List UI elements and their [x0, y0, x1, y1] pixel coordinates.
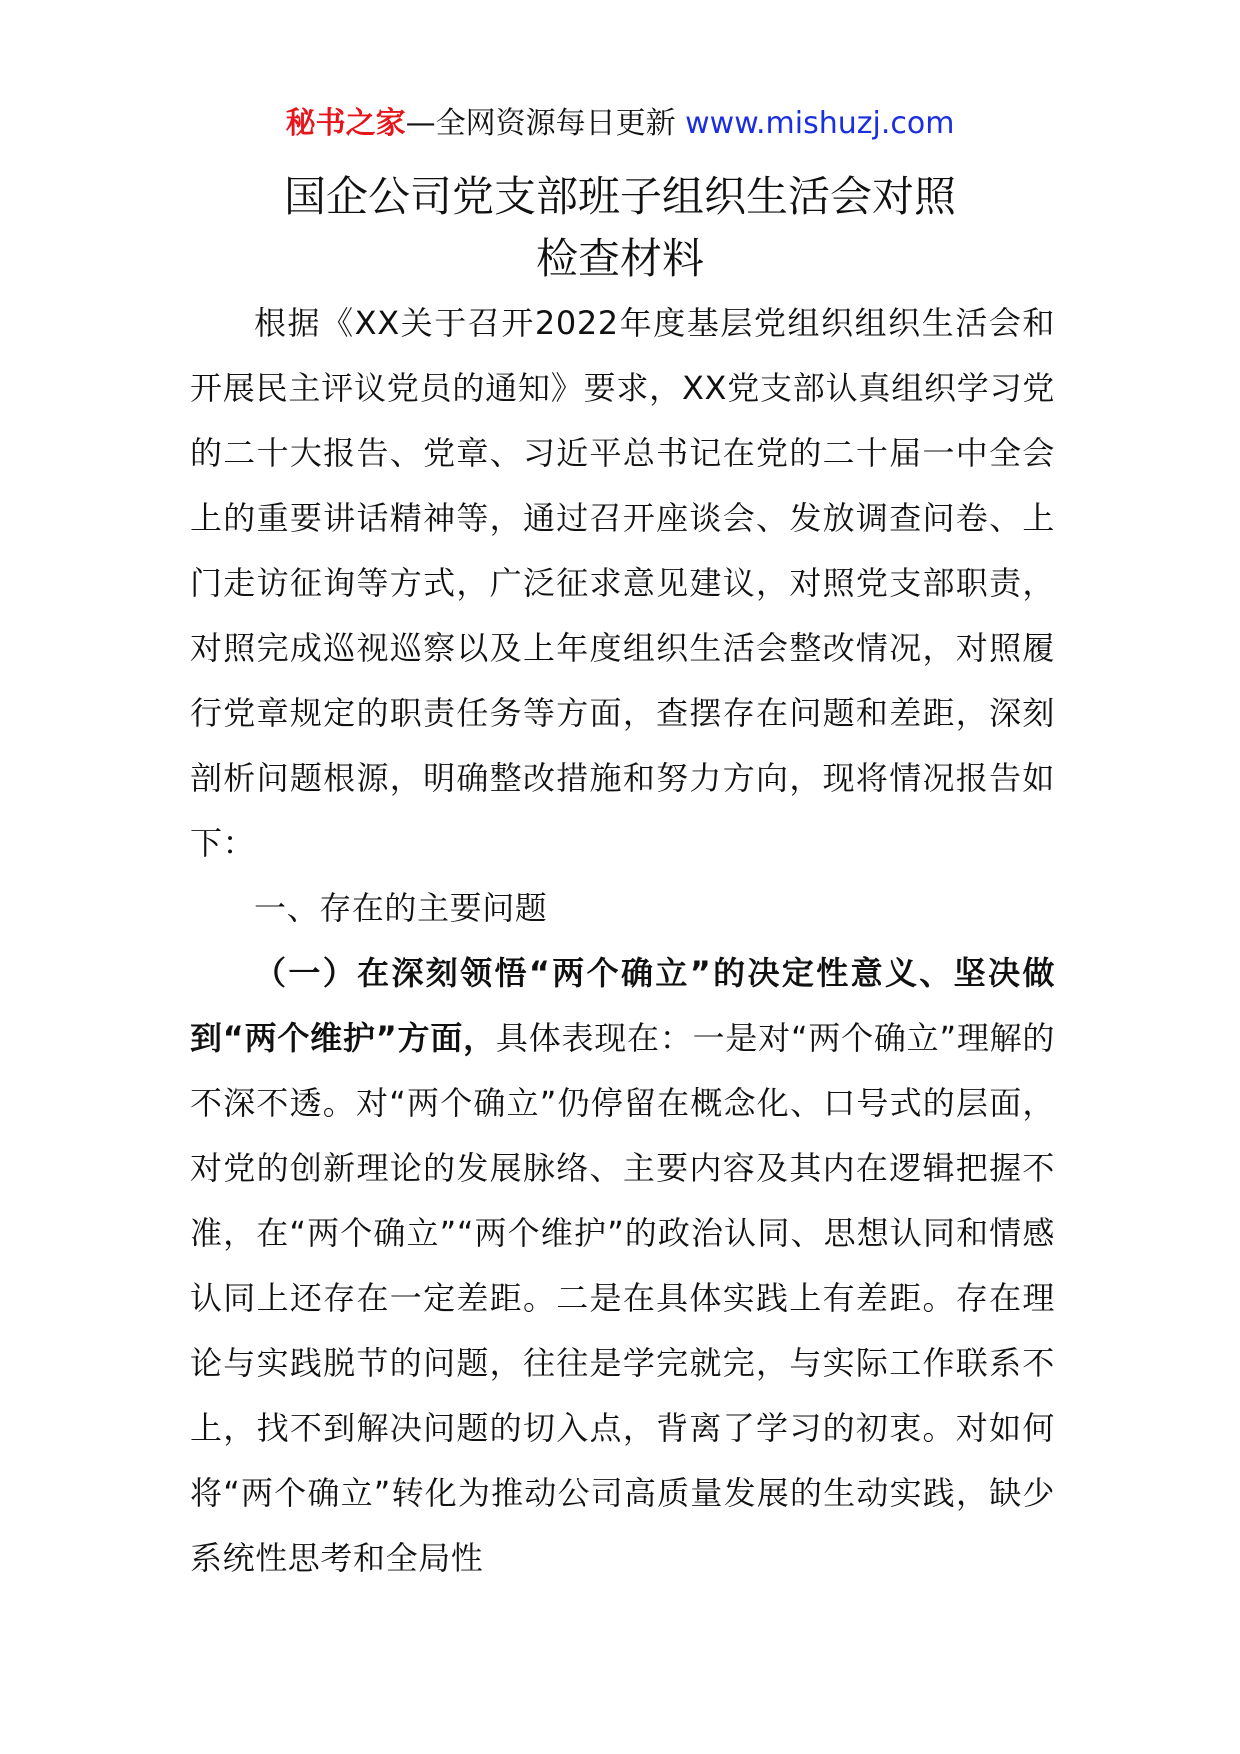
subsection-paragraph [190, 941, 1055, 1591]
title-line-1: 国企公司党支部班子组织生活会对照 [283, 172, 956, 221]
title-line-2: 检查材料 [535, 234, 704, 283]
site-header [0, 104, 1240, 144]
section-heading: 一、存在的主要问题 [254, 889, 548, 927]
brand-tagline: —全网资源每日更新 [405, 106, 676, 141]
site-url-link[interactable]: www.mishuzj.com [685, 106, 955, 141]
brand-name: 秘书之家 [285, 106, 406, 141]
document-body [190, 291, 1055, 1591]
subsection-heading: （一）在深刻领悟“两个确立”的决定性意义、坚决做到“两个维护”方面， [190, 954, 1055, 1057]
subsection-body: 具体表现在：一是对“两个确立”理解的不深不透。对“两个确立”仍停留在概念化、口号式的层面，对党的创新理论的发展脉络、主要内容及其内在逻辑把握不准，在“两个确立”“两个维护”的政治认同、思想认同和情感认同上还存在一定差距。二是在具体实践上有差距。存在理论与实践脱节的问题，往往是学完就完，与实际工作联系不上，找不到解决问题的切入点，背离了学习的初衷。对如何将“两个确立”转化为推动公司高质量发展的生动实践，缺少系统性思考和全局性 [190, 1019, 1055, 1577]
intro-paragraph: 根据《XX关于召开2022年度基层党组织组织生活会和开展民主评议党员的通知》要求，XX党支部认真组织学习党的二十大报告、党章、习近平总书记在党的二十届一中全会上的重要讲话精神等，通过召开座谈会、发放调查问卷、上门走访征询等方式，广泛征求意见建议，对照党支部职责，对照完成巡视巡察以及上年度组织生活会整改情况，对照履行党章规定的职责任务等方面，查摆存在问题和差距，深刻剖析问题根源，明确整改措施和努力方向，现将情况报告如下： [190, 304, 1055, 862]
document-title [0, 166, 1240, 290]
